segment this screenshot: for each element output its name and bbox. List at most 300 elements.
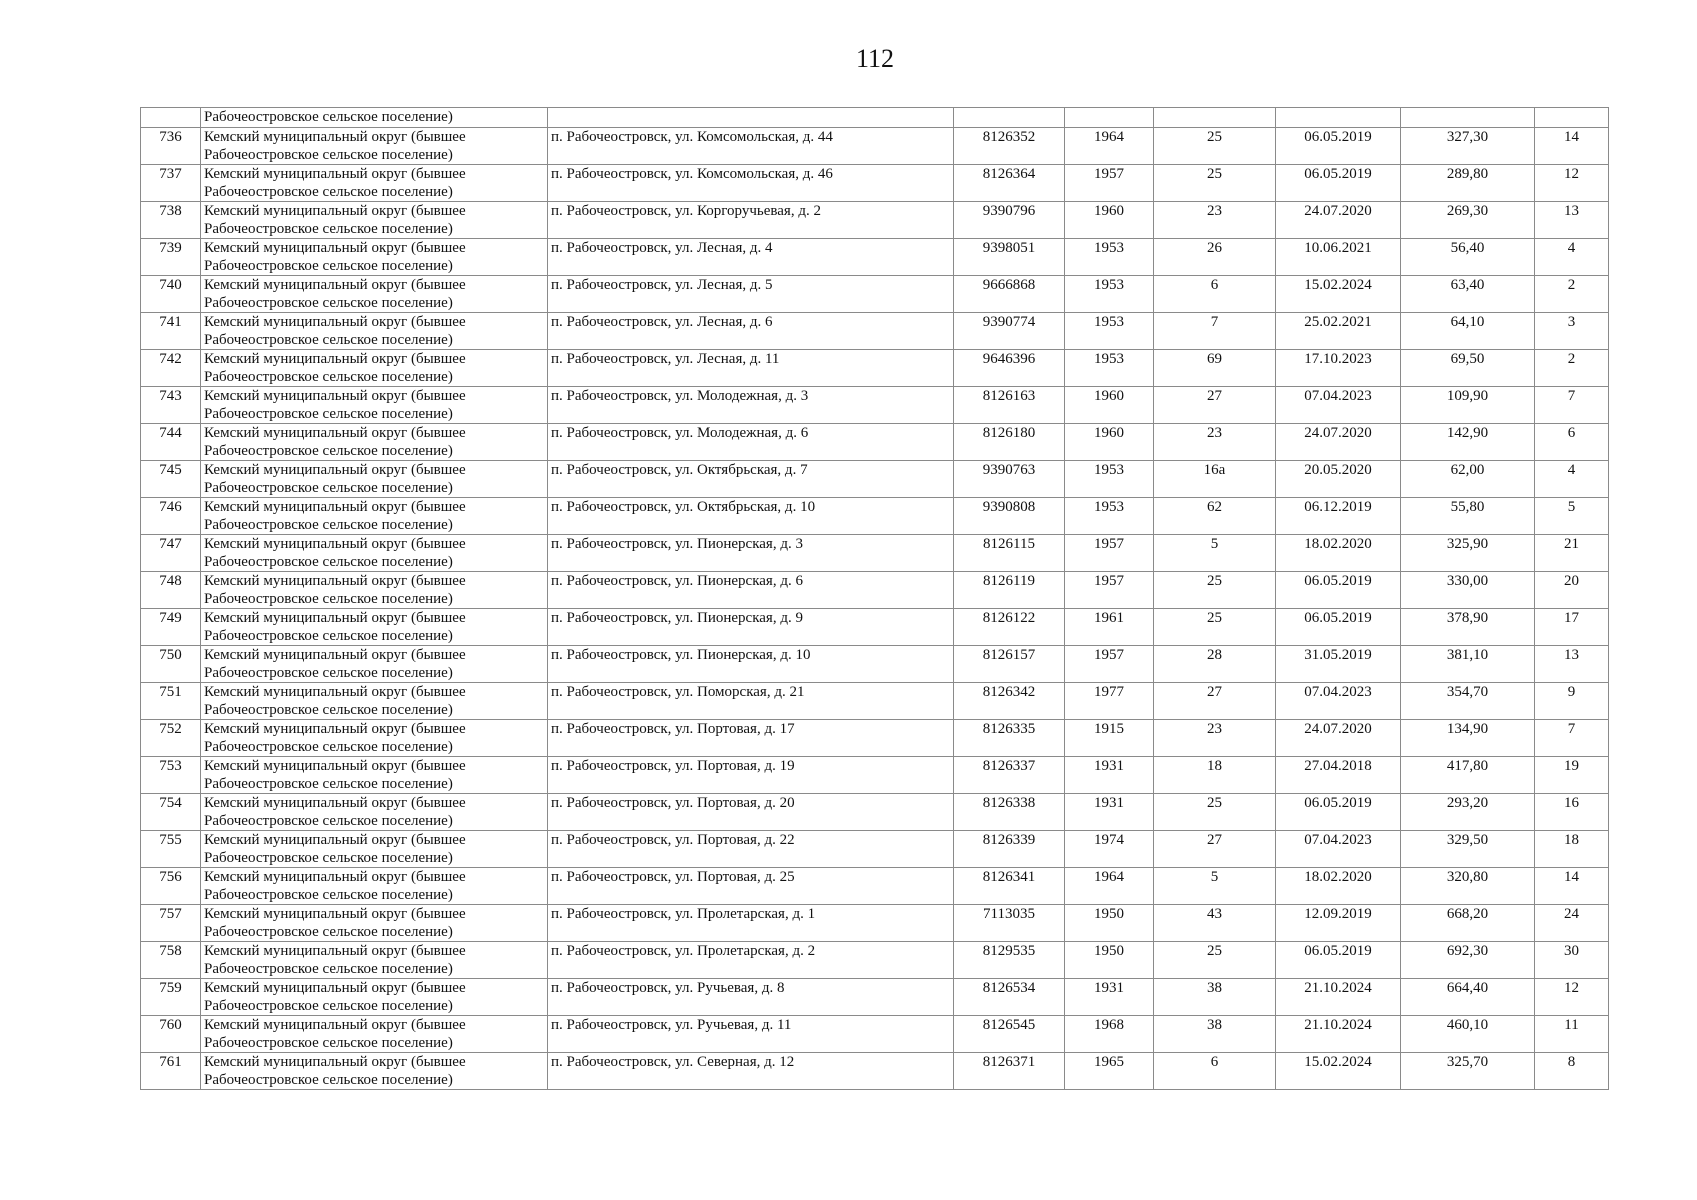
cell-date [1276, 1053, 1401, 1090]
table-row [141, 276, 1609, 313]
cell-date [1276, 868, 1401, 905]
cell-area [1401, 720, 1535, 757]
cell-count-count: 18 [1564, 832, 1579, 848]
table-row [141, 350, 1609, 387]
cell-name-name-line2: Рабочеостровское сельское поселение) [204, 923, 453, 940]
cell-year [1065, 276, 1154, 313]
cell-num [141, 979, 201, 1016]
cell-date [1276, 646, 1401, 683]
cell-address [548, 461, 954, 498]
cell-doc [1154, 757, 1276, 794]
cell-doc [1154, 424, 1276, 461]
cell-name-name-line1: Кемский муниципальный округ (бывшее [204, 869, 466, 885]
table-row [141, 1016, 1609, 1053]
cell-address-address: п. Рабочеостровск, ул. Поморская, д. 21 [551, 684, 805, 700]
cell-num [141, 498, 201, 535]
cell-name-name-line2: Рабочеостровское сельское поселение) [204, 294, 453, 311]
cell-year [1065, 108, 1154, 128]
page-number: 112 [855, 44, 895, 73]
cell-year-year: 1977 [1094, 684, 1124, 700]
cell-doc [1154, 350, 1276, 387]
cell-area-area: 692,30 [1446, 943, 1489, 959]
cell-area-area: 293,20 [1446, 795, 1489, 811]
cell-id [954, 572, 1065, 609]
cell-id-id: 9390774 [982, 314, 1036, 330]
cell-date-date: 10.06.2021 [1304, 240, 1372, 256]
cell-num [141, 757, 201, 794]
cell-area-area: 381,10 [1446, 647, 1489, 663]
cell-address-address: п. Рабочеостровск, ул. Северная, д. 12 [551, 1054, 795, 1070]
cell-year [1065, 350, 1154, 387]
cell-address-address: п. Рабочеостровск, ул. Пионерская, д. 6 [551, 573, 803, 589]
cell-area [1401, 239, 1535, 276]
cell-area [1401, 202, 1535, 239]
cell-date-date: 27.04.2018 [1304, 758, 1372, 774]
cell-date-date: 06.12.2019 [1304, 499, 1372, 515]
cell-name-name-line1: Кемский муниципальный округ (бывшее [204, 832, 466, 848]
cell-id-id: 8126338 [982, 795, 1036, 811]
cell-doc-doc: 5 [1210, 869, 1219, 885]
cell-address-address: п. Рабочеостровск, ул. Ручьевая, д. 8 [551, 980, 785, 996]
cell-id [954, 1016, 1065, 1053]
cell-num [141, 128, 201, 165]
cell-name [201, 387, 548, 424]
cell-name-name-line1: Кемский муниципальный округ (бывшее [204, 980, 466, 996]
cell-id-id: 8126157 [982, 647, 1036, 663]
cell-id [954, 313, 1065, 350]
table-row [141, 498, 1609, 535]
cell-num [141, 720, 201, 757]
cell-count [1535, 757, 1609, 794]
cell-name-name-line2: Рабочеостровское сельское поселение) [204, 886, 453, 903]
cell-num [141, 535, 201, 572]
table-row [141, 794, 1609, 831]
cell-date-date: 07.04.2023 [1304, 388, 1372, 404]
cell-num [141, 1053, 201, 1090]
cell-name [201, 202, 548, 239]
cell-count [1535, 424, 1609, 461]
cell-year-year: 1950 [1094, 943, 1124, 959]
cell-date-date: 31.05.2019 [1304, 647, 1372, 663]
cell-doc-doc: 5 [1210, 536, 1219, 552]
cell-name [201, 1053, 548, 1090]
cell-date-date: 21.10.2024 [1304, 1017, 1372, 1033]
cell-date-date: 06.05.2019 [1304, 795, 1372, 811]
cell-year [1065, 387, 1154, 424]
cell-name-name-line2: Рабочеостровское сельское поселение) [204, 997, 453, 1014]
cell-doc [1154, 646, 1276, 683]
cell-address-address: п. Рабочеостровск, ул. Комсомольская, д. 46 [551, 166, 833, 182]
cell-num-num: 747 [159, 536, 182, 552]
cell-name [201, 609, 548, 646]
cell-year [1065, 128, 1154, 165]
cell-num [141, 942, 201, 979]
cell-doc-doc: 25 [1207, 166, 1222, 182]
cell-address [548, 979, 954, 1016]
cell-id-id: 8126545 [982, 1017, 1036, 1033]
cell-id-id: 9390796 [982, 203, 1036, 219]
cell-address [548, 313, 954, 350]
table-row [141, 165, 1609, 202]
table-row [141, 239, 1609, 276]
cell-year [1065, 572, 1154, 609]
cell-date-date: 07.04.2023 [1304, 684, 1372, 700]
cell-doc [1154, 979, 1276, 1016]
cell-year [1065, 831, 1154, 868]
cell-area-area: 417,80 [1446, 758, 1489, 774]
cell-address [548, 942, 954, 979]
cell-area-area: 327,30 [1446, 129, 1489, 145]
cell-name [201, 535, 548, 572]
cell-name [201, 942, 548, 979]
cell-area [1401, 683, 1535, 720]
table-row [141, 609, 1609, 646]
cell-doc [1154, 720, 1276, 757]
cell-date [1276, 350, 1401, 387]
cell-num [141, 276, 201, 313]
cell-num [141, 794, 201, 831]
cell-doc [1154, 108, 1276, 128]
cell-count-count: 12 [1564, 980, 1579, 996]
cell-area [1401, 535, 1535, 572]
cell-area [1401, 1053, 1535, 1090]
cell-num [141, 202, 201, 239]
cell-date [1276, 757, 1401, 794]
cell-address [548, 276, 954, 313]
cell-name-name-line1: Кемский муниципальный округ (бывшее [204, 795, 466, 811]
cell-name-name-line2: Рабочеостровское сельское поселение) [204, 331, 453, 348]
cell-count [1535, 831, 1609, 868]
cell-num-num: 760 [159, 1017, 182, 1033]
cell-area [1401, 165, 1535, 202]
cell-year-year: 1974 [1094, 832, 1124, 848]
cell-address [548, 831, 954, 868]
cell-name [201, 683, 548, 720]
cell-area-area: 134,90 [1446, 721, 1489, 737]
cell-id [954, 831, 1065, 868]
cell-year [1065, 535, 1154, 572]
cell-id [954, 202, 1065, 239]
cell-area [1401, 572, 1535, 609]
cell-date-date: 20.05.2020 [1304, 462, 1372, 478]
cell-count [1535, 720, 1609, 757]
cell-doc-doc: 28 [1207, 647, 1222, 663]
cell-area [1401, 831, 1535, 868]
cell-num-num: 740 [159, 277, 182, 293]
cell-id [954, 683, 1065, 720]
cell-num [141, 572, 201, 609]
cell-year-year: 1965 [1094, 1054, 1124, 1070]
cell-name [201, 165, 548, 202]
cell-name-name-line1: Кемский муниципальный округ (бывшее [204, 573, 466, 589]
cell-date-date: 18.02.2020 [1304, 536, 1372, 552]
cell-area [1401, 646, 1535, 683]
cell-id-id: 8126339 [982, 832, 1036, 848]
table-row [141, 868, 1609, 905]
cell-name-name-line1: Кемский муниципальный округ (бывшее [204, 314, 466, 330]
cell-num-num: 756 [159, 869, 182, 885]
cell-count-count: 12 [1564, 166, 1579, 182]
cell-num-num: 739 [159, 240, 182, 256]
cell-name [201, 905, 548, 942]
cell-id [954, 1053, 1065, 1090]
cell-doc-doc: 25 [1207, 129, 1222, 145]
cell-address-address: п. Рабочеостровск, ул. Пионерская, д. 9 [551, 610, 803, 626]
cell-address [548, 572, 954, 609]
cell-year-year: 1931 [1094, 758, 1124, 774]
cell-doc-doc: 27 [1207, 832, 1222, 848]
cell-address [548, 720, 954, 757]
cell-area [1401, 498, 1535, 535]
cell-name-name-line2: Рабочеостровское сельское поселение) [204, 627, 453, 644]
cell-date-date: 24.07.2020 [1304, 425, 1372, 441]
cell-id [954, 108, 1065, 128]
cell-date-date: 07.04.2023 [1304, 832, 1372, 848]
cell-count-count: 3 [1567, 314, 1576, 330]
cell-num-num: 737 [159, 166, 182, 182]
cell-count-count: 24 [1564, 906, 1579, 922]
cell-id [954, 424, 1065, 461]
cell-area-area: 320,80 [1446, 869, 1489, 885]
cell-count [1535, 165, 1609, 202]
cell-count-count: 13 [1564, 647, 1579, 663]
table-row [141, 572, 1609, 609]
cell-num-num: 742 [159, 351, 182, 367]
cell-name-name-line2: Рабочеостровское сельское поселение) [204, 775, 453, 792]
cell-area [1401, 461, 1535, 498]
cell-name [201, 498, 548, 535]
cell-count-count: 21 [1564, 536, 1579, 552]
cell-doc [1154, 128, 1276, 165]
cell-num [141, 108, 201, 128]
cell-id [954, 350, 1065, 387]
cell-area-area: 289,80 [1446, 166, 1489, 182]
cell-id-id: 8126352 [982, 129, 1036, 145]
cell-address-address: п. Рабочеостровск, ул. Ручьевая, д. 11 [551, 1017, 792, 1033]
cell-area [1401, 128, 1535, 165]
cell-year [1065, 165, 1154, 202]
cell-doc-doc: 25 [1207, 795, 1222, 811]
cell-id-id: 8129535 [982, 943, 1036, 959]
cell-date [1276, 831, 1401, 868]
cell-area-area: 378,90 [1446, 610, 1489, 626]
cell-name-name-line2: Рабочеостровское сельское поселение) [204, 1071, 453, 1088]
cell-count [1535, 572, 1609, 609]
cell-year [1065, 646, 1154, 683]
cell-count-count: 2 [1567, 351, 1576, 367]
cell-name-name-line2: Рабочеостровское сельское поселение) [204, 960, 453, 977]
cell-date-date: 06.05.2019 [1304, 573, 1372, 589]
cell-name-name-line1: Кемский муниципальный округ (бывшее [204, 240, 466, 256]
housing-registry-table [140, 107, 1609, 1090]
cell-year-year: 1964 [1094, 869, 1124, 885]
cell-year-year: 1953 [1094, 240, 1124, 256]
cell-date-date: 21.10.2024 [1304, 980, 1372, 996]
cell-date-date: 25.02.2021 [1304, 314, 1372, 330]
cell-year-year: 1953 [1094, 277, 1124, 293]
cell-num [141, 461, 201, 498]
cell-name [201, 1016, 548, 1053]
cell-area-area: 269,30 [1446, 203, 1489, 219]
cell-id [954, 794, 1065, 831]
cell-num-num: 750 [159, 647, 182, 663]
cell-address-address: п. Рабочеостровск, ул. Октябрьская, д. 10 [551, 499, 816, 515]
cell-num [141, 646, 201, 683]
cell-count [1535, 387, 1609, 424]
cell-name-name-line1: Кемский муниципальный округ (бывшее [204, 129, 466, 145]
table-row [141, 424, 1609, 461]
cell-count-count: 7 [1567, 388, 1576, 404]
cell-doc-doc: 43 [1207, 906, 1222, 922]
cell-name-name-line2: Рабочеостровское сельское поселение) [204, 479, 453, 496]
cell-name-name-line1: Кемский муниципальный округ (бывшее [204, 1054, 466, 1070]
cell-address-address: п. Рабочеостровск, ул. Коргоручьевая, д. 2 [551, 203, 821, 219]
cell-id [954, 387, 1065, 424]
cell-address-address: п. Рабочеостровск, ул. Портовая, д. 17 [551, 721, 795, 737]
cell-count [1535, 646, 1609, 683]
cell-area [1401, 905, 1535, 942]
table-row [141, 313, 1609, 350]
cell-num-num: 759 [159, 980, 182, 996]
cell-date [1276, 720, 1401, 757]
cell-count-count: 13 [1564, 203, 1579, 219]
cell-address [548, 757, 954, 794]
cell-id-id: 7113035 [983, 906, 1035, 922]
cell-address [548, 794, 954, 831]
cell-id [954, 165, 1065, 202]
cell-date-date: 17.10.2023 [1304, 351, 1372, 367]
cell-area-area: 63,40 [1450, 277, 1485, 293]
cell-area-area: 109,90 [1446, 388, 1489, 404]
cell-area [1401, 979, 1535, 1016]
cell-id-id: 8126335 [982, 721, 1036, 737]
cell-count [1535, 683, 1609, 720]
cell-num-num: 736 [159, 129, 182, 145]
cell-address [548, 1016, 954, 1053]
cell-area-area: 62,00 [1450, 462, 1485, 478]
cell-id-id: 8126115 [983, 536, 1035, 552]
cell-name [201, 461, 548, 498]
cell-name [201, 831, 548, 868]
cell-address [548, 165, 954, 202]
cell-address-address: п. Рабочеостровск, ул. Пролетарская, д. 1 [551, 906, 816, 922]
cell-address-address: п. Рабочеостровск, ул. Молодежная, д. 6 [551, 425, 809, 441]
cell-doc [1154, 831, 1276, 868]
cell-year-year: 1953 [1094, 351, 1124, 367]
cell-id-id: 8126534 [982, 980, 1036, 996]
cell-year-year: 1953 [1094, 462, 1124, 478]
cell-date-date: 12.09.2019 [1304, 906, 1372, 922]
cell-name [201, 350, 548, 387]
cell-num-num: 741 [159, 314, 182, 330]
cell-year [1065, 498, 1154, 535]
table-row-continuation [141, 108, 1609, 128]
cell-area [1401, 387, 1535, 424]
cell-address [548, 646, 954, 683]
cell-year [1065, 905, 1154, 942]
cell-num [141, 868, 201, 905]
cell-doc [1154, 461, 1276, 498]
cell-doc-doc: 25 [1207, 610, 1222, 626]
cell-name-name-line1: Кемский муниципальный округ (бывшее [204, 721, 466, 737]
cell-year-year: 1961 [1094, 610, 1124, 626]
table-row [141, 535, 1609, 572]
cell-address [548, 498, 954, 535]
cell-count [1535, 128, 1609, 165]
cell-num-num: 754 [159, 795, 182, 811]
cell-doc [1154, 535, 1276, 572]
cell-area-area: 142,90 [1446, 425, 1489, 441]
cell-doc-doc: 16а [1203, 462, 1226, 478]
cell-area-area: 330,00 [1446, 573, 1489, 589]
cell-doc-doc: 69 [1207, 351, 1222, 367]
cell-address-address: п. Рабочеостровск, ул. Лесная, д. 4 [551, 240, 773, 256]
cell-year [1065, 461, 1154, 498]
cell-doc [1154, 572, 1276, 609]
cell-address [548, 350, 954, 387]
cell-area-area: 69,50 [1450, 351, 1485, 367]
cell-num [141, 165, 201, 202]
cell-count [1535, 868, 1609, 905]
cell-name [201, 128, 548, 165]
cell-year [1065, 979, 1154, 1016]
cell-address [548, 609, 954, 646]
cell-address [548, 239, 954, 276]
cell-area-area: 325,70 [1446, 1054, 1489, 1070]
cell-date [1276, 128, 1401, 165]
cell-num-num: 748 [159, 573, 182, 589]
cell-date [1276, 313, 1401, 350]
cell-name-name-line2: Рабочеостровское сельское поселение) [204, 442, 453, 459]
cell-id [954, 128, 1065, 165]
cell-year-year: 1957 [1094, 166, 1124, 182]
cell-address [548, 535, 954, 572]
cell-count [1535, 979, 1609, 1016]
cell-id-id: 8126122 [982, 610, 1036, 626]
cell-doc-doc: 23 [1207, 721, 1222, 737]
cell-num-num: 749 [159, 610, 182, 626]
cell-area-area: 460,10 [1446, 1017, 1489, 1033]
cell-area [1401, 942, 1535, 979]
cell-name-name-line1: Кемский муниципальный округ (бывшее [204, 425, 466, 441]
table-row [141, 905, 1609, 942]
cell-num [141, 313, 201, 350]
table-row [141, 831, 1609, 868]
cell-date [1276, 387, 1401, 424]
cell-year [1065, 868, 1154, 905]
cell-num-num: 753 [159, 758, 182, 774]
table-row [141, 979, 1609, 1016]
cell-doc [1154, 942, 1276, 979]
cell-count [1535, 498, 1609, 535]
cell-address-address: п. Рабочеостровск, ул. Комсомольская, д. 44 [551, 129, 833, 145]
cell-year [1065, 609, 1154, 646]
cell-area [1401, 276, 1535, 313]
cell-name [201, 757, 548, 794]
cell-count-count: 30 [1564, 943, 1579, 959]
cell-year-year: 1953 [1094, 314, 1124, 330]
cell-doc [1154, 794, 1276, 831]
cell-id [954, 720, 1065, 757]
cell-name: Рабочеостровское сельское поселение) [201, 108, 548, 128]
cell-doc-doc: 7 [1210, 314, 1219, 330]
cell-year-year: 1953 [1094, 499, 1124, 515]
cell-doc [1154, 313, 1276, 350]
cell-id [954, 461, 1065, 498]
cell-id [954, 276, 1065, 313]
cell-doc [1154, 387, 1276, 424]
cell-num [141, 387, 201, 424]
